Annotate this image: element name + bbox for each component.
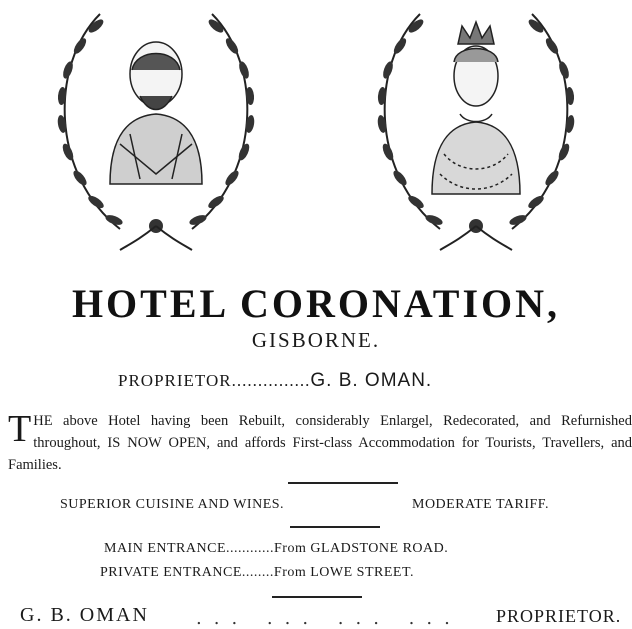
drop-cap: T	[8, 408, 32, 450]
divider	[272, 596, 362, 598]
king-portrait	[40, 4, 272, 266]
divider	[290, 526, 380, 528]
queen-portrait	[360, 4, 592, 266]
laurel-wreath-right	[360, 4, 592, 266]
footer-leader-dots: ... ... ... ...	[196, 608, 462, 629]
hotel-name: HOTEL CORONATION,	[71, 281, 561, 326]
proprietor-line	[118, 370, 432, 392]
description-text: HE above Hotel having been Rebuilt, considerably Enlargel, Redecorated, and Refurnished throughout, IS NOW OPEN, and affords First-class Accommodation for Tourists, Travellers, and Families.	[8, 413, 632, 473]
footer-proprietor-name: G. B. OMAN	[20, 604, 149, 626]
divider	[288, 482, 398, 484]
footer-proprietor-role: PROPRIETOR.	[496, 606, 622, 626]
hotel-description	[8, 410, 632, 476]
proprietor-name: G. B. OMAN.	[310, 370, 433, 391]
main-entrance-text: MAIN ENTRANCE............From GLADSTONE ROAD.	[104, 541, 449, 556]
laurel-wreath-left	[40, 4, 272, 266]
town-name: GISBORNE.	[251, 328, 381, 352]
cuisine-text: SUPERIOR CUISINE AND WINES.	[60, 497, 285, 512]
tariff-text: MODERATE TARIFF.	[412, 497, 549, 512]
proprietor-dots: ...............	[231, 371, 311, 390]
private-entrance-text: PRIVATE ENTRANCE........From LOWE STREET.	[100, 565, 414, 580]
proprietor-label: PROPRIETOR	[118, 371, 232, 390]
